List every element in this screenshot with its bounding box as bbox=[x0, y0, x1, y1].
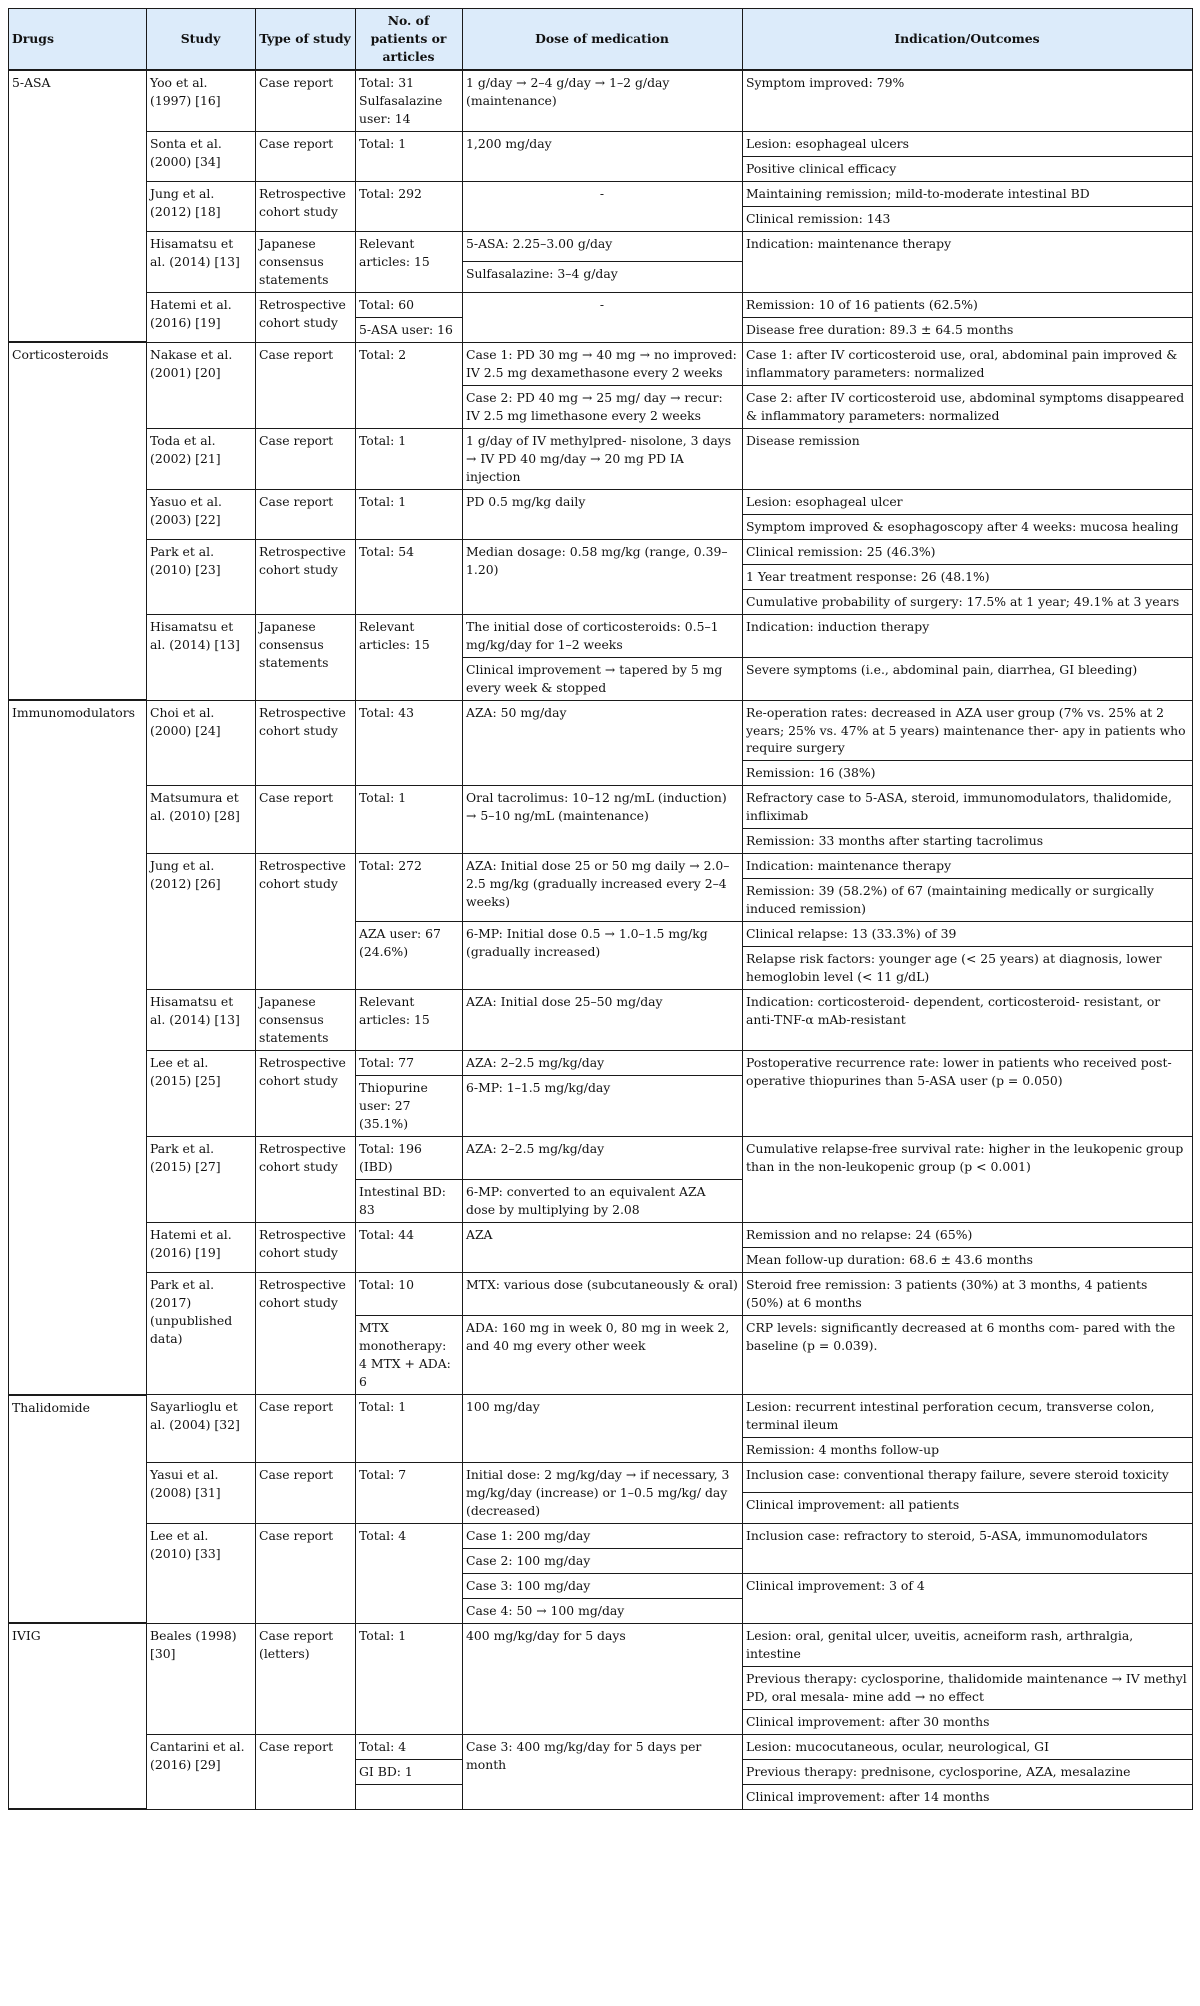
dose-cell: Initial dose: 2 mg/kg/day → if necessary, 3 mg/kg/day (increase) or 1–0.5 mg/kg/ day (decreased) bbox=[463, 1462, 743, 1523]
table-row bbox=[9, 539, 1193, 564]
study-type-cell: Retrospective cohort study bbox=[256, 700, 356, 786]
outcome-cell: CRP levels: significantly decreased at 6 months com- pared with the baseline (p = 0.039). bbox=[743, 1316, 1193, 1395]
outcome-cell: Clinical relapse: 13 (33.3%) of 39 bbox=[743, 922, 1193, 947]
dose-cell: - bbox=[463, 292, 743, 342]
outcome-cell: Lesion: oral, genital ulcer, uveitis, acneiform rash, arthralgia, intestine bbox=[743, 1623, 1193, 1666]
column-header-drugs: Drugs bbox=[9, 9, 147, 70]
outcome-cell: Previous therapy: prednisone, cyclosporine, AZA, mesalazine bbox=[743, 1759, 1193, 1784]
table-row bbox=[9, 428, 1193, 489]
study-cell: Park et al. (2015) [27] bbox=[147, 1137, 256, 1223]
table-row bbox=[9, 1734, 1193, 1759]
patients-cell: Total: 1 bbox=[356, 786, 463, 854]
study-type-cell: Retrospective cohort study bbox=[256, 539, 356, 614]
outcome-cell: Inclusion case: conventional therapy failure, severe steroid toxicity bbox=[743, 1462, 1193, 1492]
patients-cell: Total: 77 bbox=[356, 1051, 463, 1076]
patients-cell: Relevant articles: 15 bbox=[356, 614, 463, 700]
study-type-cell: Case report bbox=[256, 131, 356, 181]
patients-cell: Relevant articles: 15 bbox=[356, 990, 463, 1051]
outcome-cell: Severe symptoms (i.e., abdominal pain, diarrhea, GI bleeding) bbox=[743, 657, 1193, 700]
study-cell: Choi et al. (2000) [24] bbox=[147, 700, 256, 786]
table-row bbox=[9, 342, 1193, 385]
dose-cell: Oral tacrolimus: 10–12 ng/mL (induction) → 5–10 ng/mL (maintenance) bbox=[463, 786, 743, 854]
dose-cell: AZA: Initial dose 25–50 mg/day bbox=[463, 990, 743, 1051]
dose-cell: PD 0.5 mg/kg daily bbox=[463, 489, 743, 539]
patients-cell: Total: 60 bbox=[356, 292, 463, 317]
study-type-cell: Japanese consensus statements bbox=[256, 990, 356, 1051]
outcome-cell: Remission: 16 (38%) bbox=[743, 761, 1193, 786]
outcome-cell: Refractory case to 5-ASA, steroid, immunomodulators, thalidomide, infliximab bbox=[743, 786, 1193, 829]
dose-cell: 1 g/day of IV methylpred- nisolone, 3 days → IV PD 40 mg/day → 20 mg PD IA injection bbox=[463, 428, 743, 489]
study-type-cell: Case report bbox=[256, 70, 356, 131]
study-cell: Lee et al. (2010) [33] bbox=[147, 1523, 256, 1623]
outcome-cell: Previous therapy: cyclosporine, thalidomide maintenance → IV methyl PD, oral mesala- mine add → no effect bbox=[743, 1666, 1193, 1709]
dose-cell: Case 2: PD 40 mg → 25 mg/ day → recur: IV 2.5 mg limethasone every 2 weeks bbox=[463, 385, 743, 428]
patients-cell: Total: 1 bbox=[356, 489, 463, 539]
study-cell: Yoo et al. (1997) [16] bbox=[147, 70, 256, 131]
outcome-cell: Lesion: esophageal ulcer bbox=[743, 489, 1193, 514]
table-row bbox=[9, 1137, 1193, 1180]
study-cell: Lee et al. (2015) [25] bbox=[147, 1051, 256, 1137]
study-cell: Hisamatsu et al. (2014) [13] bbox=[147, 614, 256, 700]
outcome-cell: Indication: maintenance therapy bbox=[743, 231, 1193, 292]
dose-cell: AZA: 2–2.5 mg/kg/day bbox=[463, 1137, 743, 1180]
table-row bbox=[9, 1462, 1193, 1492]
study-type-cell: Retrospective cohort study bbox=[256, 1137, 356, 1223]
study-cell: Park et al. (2017) (unpublished data) bbox=[147, 1273, 256, 1395]
dose-cell: AZA bbox=[463, 1223, 743, 1273]
table-row bbox=[9, 1523, 1193, 1548]
patients-cell: Total: 44 bbox=[356, 1223, 463, 1273]
patients-cell: Total: 43 bbox=[356, 700, 463, 786]
study-type-cell: Retrospective cohort study bbox=[256, 292, 356, 342]
table-row bbox=[9, 489, 1193, 514]
dose-cell: Median dosage: 0.58 mg/kg (range, 0.39–1.20) bbox=[463, 539, 743, 614]
study-type-cell: Case report bbox=[256, 342, 356, 428]
header-row bbox=[9, 9, 1193, 70]
study-type-cell: Case report bbox=[256, 1395, 356, 1463]
patients-cell: Total: 1 bbox=[356, 131, 463, 181]
outcome-cell: Steroid free remission: 3 patients (30%) at 3 months, 4 patients (50%) at 6 months bbox=[743, 1273, 1193, 1316]
patients-cell: Total: 4 bbox=[356, 1734, 463, 1759]
drug-cell: 5-ASA bbox=[9, 70, 147, 342]
outcome-cell: Postoperative recurrence rate: lower in patients who received post-operative thiopurines than 5-ASA user (p = 0.050) bbox=[743, 1051, 1193, 1137]
column-header-study: Study bbox=[147, 9, 256, 70]
study-type-cell: Case report bbox=[256, 428, 356, 489]
dose-cell: 100 mg/day bbox=[463, 1395, 743, 1463]
dose-cell: AZA: 2–2.5 mg/kg/day bbox=[463, 1051, 743, 1076]
study-type-cell: Japanese consensus statements bbox=[256, 231, 356, 292]
dose-cell: Case 1: 200 mg/day bbox=[463, 1523, 743, 1548]
table-body bbox=[9, 70, 1193, 1809]
patients-cell: 5-ASA user: 16 bbox=[356, 317, 463, 342]
study-type-cell: Case report bbox=[256, 1462, 356, 1523]
outcome-cell: Lesion: esophageal ulcers bbox=[743, 131, 1193, 156]
study-cell: Yasuo et al. (2003) [22] bbox=[147, 489, 256, 539]
outcome-cell: Remission: 33 months after starting tacrolimus bbox=[743, 829, 1193, 854]
drug-cell: Corticosteroids bbox=[9, 342, 147, 700]
study-type-cell: Case report bbox=[256, 786, 356, 854]
outcome-cell: Cumulative relapse-free survival rate: higher in the leukopenic group than in the non-leukopenic group (p < 0.001) bbox=[743, 1137, 1193, 1223]
table-row bbox=[9, 614, 1193, 657]
dose-cell: Clinical improvement → tapered by 5 mg every week & stopped bbox=[463, 657, 743, 700]
patients-cell: Total: 31 Sulfasalazine user: 14 bbox=[356, 70, 463, 131]
dose-cell: The initial dose of corticosteroids: 0.5–1 mg/kg/day for 1–2 weeks bbox=[463, 614, 743, 657]
dose-cell: 6-MP: converted to an equivalent AZA dose by multiplying by 2.08 bbox=[463, 1180, 743, 1223]
dose-cell: Case 2: 100 mg/day bbox=[463, 1548, 743, 1573]
study-type-cell: Retrospective cohort study bbox=[256, 1223, 356, 1273]
study-type-cell: Retrospective cohort study bbox=[256, 181, 356, 231]
study-type-cell: Retrospective cohort study bbox=[256, 854, 356, 990]
patients-cell: Relevant articles: 15 bbox=[356, 231, 463, 292]
outcome-cell: Positive clinical efficacy bbox=[743, 156, 1193, 181]
table-row bbox=[9, 700, 1193, 761]
patients-cell: Total: 1 bbox=[356, 1395, 463, 1463]
outcome-cell: Clinical improvement: 3 of 4 bbox=[743, 1573, 1193, 1623]
study-cell: Beales (1998) [30] bbox=[147, 1623, 256, 1734]
dose-cell: Case 4: 50 → 100 mg/day bbox=[463, 1598, 743, 1623]
table-row bbox=[9, 181, 1193, 206]
study-type-cell: Retrospective cohort study bbox=[256, 1273, 356, 1395]
patients-cell: Total: 196 (IBD) bbox=[356, 1137, 463, 1180]
table-row bbox=[9, 131, 1193, 156]
dose-cell: 400 mg/kg/day for 5 days bbox=[463, 1623, 743, 1734]
patients-cell: Total: 2 bbox=[356, 342, 463, 428]
table-row bbox=[9, 292, 1193, 317]
patients-cell: Total: 4 bbox=[356, 1523, 463, 1623]
outcome-cell: Symptom improved: 79% bbox=[743, 70, 1193, 131]
dose-cell: Case 3: 100 mg/day bbox=[463, 1573, 743, 1598]
dose-cell: ADA: 160 mg in week 0, 80 mg in week 2, and 40 mg every other week bbox=[463, 1316, 743, 1395]
dose-cell: AZA: Initial dose 25 or 50 mg daily → 2.0–2.5 mg/kg (gradually increased every 2–4 weeks) bbox=[463, 854, 743, 922]
study-cell: Yasui et al. (2008) [31] bbox=[147, 1462, 256, 1523]
outcome-cell: Case 1: after IV corticosteroid use, oral, abdominal pain improved & inflammatory parameters: normalized bbox=[743, 342, 1193, 385]
dose-cell: AZA: 50 mg/day bbox=[463, 700, 743, 786]
outcome-cell: Disease free duration: 89.3 ± 64.5 months bbox=[743, 317, 1193, 342]
dose-cell: MTX: various dose (subcutaneously & oral) bbox=[463, 1273, 743, 1316]
outcome-cell: Clinical remission: 143 bbox=[743, 206, 1193, 231]
table-row bbox=[9, 786, 1193, 829]
table-row bbox=[9, 990, 1193, 1051]
column-header-dose: Dose of medication bbox=[463, 9, 743, 70]
dose-cell: Sulfasalazine: 3–4 g/day bbox=[463, 262, 743, 292]
study-type-cell: Case report bbox=[256, 1734, 356, 1809]
outcome-cell: Re-operation rates: decreased in AZA user group (7% vs. 25% at 2 years; 25% vs. 47% at 5 years) maintenance ther- apy in patients who require surgery bbox=[743, 700, 1193, 761]
patients-cell: Total: 1 bbox=[356, 1623, 463, 1734]
outcome-cell: Clinical improvement: after 14 months bbox=[743, 1784, 1193, 1809]
outcome-cell: Cumulative probability of surgery: 17.5% at 1 year; 49.1% at 3 years bbox=[743, 589, 1193, 614]
study-type-cell: Retrospective cohort study bbox=[256, 1051, 356, 1137]
column-header-patients: No. of patients or articles bbox=[356, 9, 463, 70]
drug-cell: Thalidomide bbox=[9, 1395, 147, 1624]
outcome-cell: 1 Year treatment response: 26 (48.1%) bbox=[743, 564, 1193, 589]
outcome-cell: Clinical improvement: after 30 months bbox=[743, 1709, 1193, 1734]
dose-cell: - bbox=[463, 181, 743, 231]
study-cell: Toda et al. (2002) [21] bbox=[147, 428, 256, 489]
outcome-cell: Remission: 39 (58.2%) of 67 (maintaining medically or surgically induced remission) bbox=[743, 879, 1193, 922]
dose-cell: 6-MP: 1–1.5 mg/kg/day bbox=[463, 1076, 743, 1137]
patients-cell: Total: 1 bbox=[356, 428, 463, 489]
dose-cell: Case 3: 400 mg/kg/day for 5 days per month bbox=[463, 1734, 743, 1809]
column-header-outcomes: Indication/Outcomes bbox=[743, 9, 1193, 70]
dose-cell: 1,200 mg/day bbox=[463, 131, 743, 181]
table-row bbox=[9, 1273, 1193, 1316]
outcome-cell: Symptom improved & esophagoscopy after 4 weeks: mucosa healing bbox=[743, 514, 1193, 539]
patients-cell: Total: 272 bbox=[356, 854, 463, 922]
outcome-cell: Remission: 4 months follow-up bbox=[743, 1437, 1193, 1462]
table-row bbox=[9, 1051, 1193, 1076]
patients-cell: GI BD: 1 bbox=[356, 1759, 463, 1784]
study-cell: Park et al. (2010) [23] bbox=[147, 539, 256, 614]
study-cell: Hisamatsu et al. (2014) [13] bbox=[147, 990, 256, 1051]
outcome-cell: Clinical improvement: all patients bbox=[743, 1493, 1193, 1523]
outcome-cell: Remission and no relapse: 24 (65%) bbox=[743, 1223, 1193, 1248]
study-cell: Hisamatsu et al. (2014) [13] bbox=[147, 231, 256, 292]
table-row bbox=[9, 231, 1193, 261]
dose-cell: Case 1: PD 30 mg → 40 mg → no improved: IV 2.5 mg dexamethasone every 2 weeks bbox=[463, 342, 743, 385]
outcome-cell: Indication: induction therapy bbox=[743, 614, 1193, 657]
table-row bbox=[9, 854, 1193, 879]
study-cell: Sonta et al. (2000) [34] bbox=[147, 131, 256, 181]
patients-cell: Total: 54 bbox=[356, 539, 463, 614]
therapy-table bbox=[8, 8, 1193, 1810]
outcome-cell: Relapse risk factors: younger age (< 25 years) at diagnosis, lower hemoglobin level (< 11 g/dL) bbox=[743, 947, 1193, 990]
study-cell: Jung et al. (2012) [26] bbox=[147, 854, 256, 990]
outcome-cell: Lesion: mucocutaneous, ocular, neurological, GI bbox=[743, 1734, 1193, 1759]
table-row bbox=[9, 1395, 1193, 1438]
study-type-cell: Case report bbox=[256, 1523, 356, 1623]
study-cell: Sayarlioglu et al. (2004) [32] bbox=[147, 1395, 256, 1463]
study-cell: Jung et al. (2012) [18] bbox=[147, 181, 256, 231]
outcome-cell: Mean follow-up duration: 68.6 ± 43.6 months bbox=[743, 1248, 1193, 1273]
patients-cell: Thiopurine user: 27 (35.1%) bbox=[356, 1076, 463, 1137]
outcome-cell: Indication: corticosteroid- dependent, corticosteroid- resistant, or anti-TNF-α mAb-resistant bbox=[743, 990, 1193, 1051]
drug-cell: IVIG bbox=[9, 1623, 147, 1809]
dose-cell: 5-ASA: 2.25–3.00 g/day bbox=[463, 231, 743, 261]
table-row bbox=[9, 1223, 1193, 1248]
patients-cell bbox=[356, 1784, 463, 1809]
study-cell: Hatemi et al. (2016) [19] bbox=[147, 1223, 256, 1273]
patients-cell: Total: 10 bbox=[356, 1273, 463, 1316]
study-cell: Matsumura et al. (2010) [28] bbox=[147, 786, 256, 854]
study-cell: Hatemi et al. (2016) [19] bbox=[147, 292, 256, 342]
dose-cell: 6-MP: Initial dose 0.5 → 1.0–1.5 mg/kg (gradually increased) bbox=[463, 922, 743, 990]
patients-cell: Intestinal BD: 83 bbox=[356, 1180, 463, 1223]
study-type-cell: Case report bbox=[256, 489, 356, 539]
outcome-cell: Disease remission bbox=[743, 428, 1193, 489]
table-row bbox=[9, 1623, 1193, 1666]
dose-cell: 1 g/day → 2–4 g/day → 1–2 g/day (maintenance) bbox=[463, 70, 743, 131]
study-cell: Nakase et al. (2001) [20] bbox=[147, 342, 256, 428]
study-type-cell: Case report (letters) bbox=[256, 1623, 356, 1734]
outcome-cell: Clinical remission: 25 (46.3%) bbox=[743, 539, 1193, 564]
table-row bbox=[9, 70, 1193, 131]
outcome-cell: Indication: maintenance therapy bbox=[743, 854, 1193, 879]
outcome-cell: Remission: 10 of 16 patients (62.5%) bbox=[743, 292, 1193, 317]
study-cell: Cantarini et al. (2016) [29] bbox=[147, 1734, 256, 1809]
patients-cell: MTX monotherapy: 4 MTX + ADA: 6 bbox=[356, 1316, 463, 1395]
outcome-cell: Inclusion case: refractory to steroid, 5-ASA, immunomodulators bbox=[743, 1523, 1193, 1573]
outcome-cell: Maintaining remission; mild-to-moderate intestinal BD bbox=[743, 181, 1193, 206]
column-header-type: Type of study bbox=[256, 9, 356, 70]
outcome-cell: Case 2: after IV corticosteroid use, abdominal symptoms disappeared & inflammatory parameters: normalized bbox=[743, 385, 1193, 428]
drug-cell: Immunomodulators bbox=[9, 700, 147, 1395]
study-type-cell: Japanese consensus statements bbox=[256, 614, 356, 700]
patients-cell: Total: 292 bbox=[356, 181, 463, 231]
patients-cell: AZA user: 67 (24.6%) bbox=[356, 922, 463, 990]
patients-cell: Total: 7 bbox=[356, 1462, 463, 1523]
outcome-cell: Lesion: recurrent intestinal perforation cecum, transverse colon, terminal ileum bbox=[743, 1395, 1193, 1438]
